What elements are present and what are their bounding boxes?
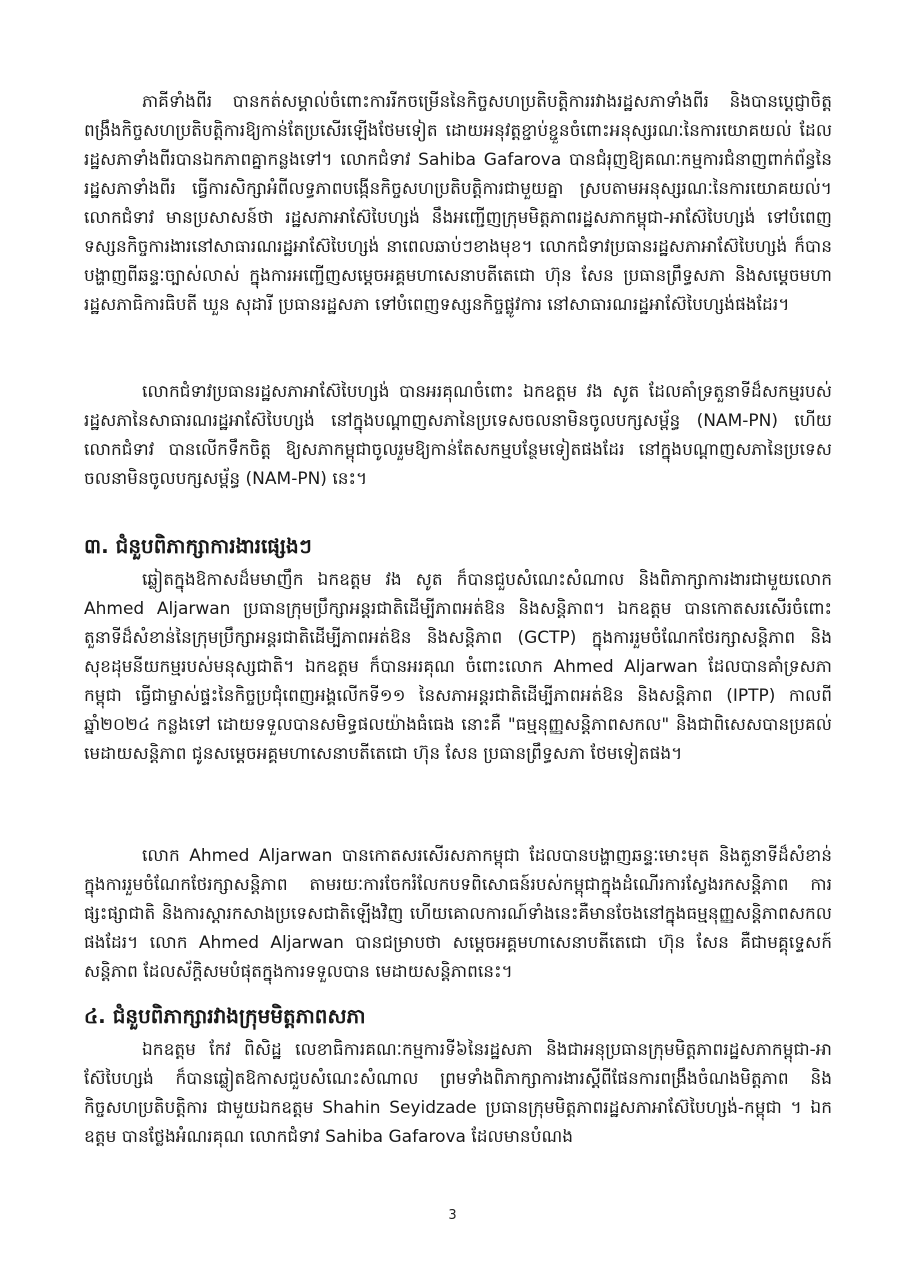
paragraph-parliament-cooperation: ភាគីទាំងពីរ បានកត់សម្គាល់ចំពោះការរីកចម្រើននៃកិច្ចសហប្រតិបត្តិការរវាងរដ្ឋសភាទាំងពីរ និងបានប្ដេជ្ញាចិត្តពង្រឹងកិច្ចសហប្រតិបត្តិការឱ្យកាន់តែប្រសើរឡើងថែមទៀត ដោយអនុវត្តខ្ជាប់ខ្ជួនចំពោះអនុស្សរណៈនៃការយោគយល់ ដែលរដ្ឋសភាទាំងពីរបានឯកភាពគ្នាកន្លងទៅ។ លោកជំទាវ Sahiba Gafarova បានជំរុញឱ្យគណៈកម្មការជំនាញពាក់ព័ន្ធនៃរដ្ឋសភាទាំងពីរ ធ្វើការសិក្សាអំពីលទ្ធភាពបង្កើនកិច្ចសហប្រតិបត្តិការជាមួយគ្នា ស្របតាមអនុស្សរណៈនៃការយោគយល់។ លោកជំទាវ មានប្រសាសន៍ថា រដ្ឋសភាអាស៊ែបៃហ្សង់ នឹងអញ្ជើញក្រុមមិត្តភាពរដ្ឋសភាកម្ពុជា-អាស៊ែបៃហ្សង់ ទៅបំពេញទស្សនកិច្ចការងារនៅសាធារណរដ្ឋអាស៊ែបៃហ្សង់ នាពេលឆាប់ៗខាងមុខ។ លោកជំទាវប្រធានរដ្ឋសភាអាស៊ែបៃហ្សង់ ក៏បានបង្ហាញពីឆន្ទៈច្បាស់លាស់ ក្នុងការអញ្ជើញសម្ដេចអគ្គមហាសេនាបតីតេជោ ហ៊ុន សែន ប្រធានព្រឹទ្ធសភា និងសម្ដេចមហារដ្ឋសភាធិការធិបតី ឃួន សុដារី ប្រធានរដ្ឋសភា ទៅបំពេញទស្សនកិច្ចផ្លូវការ នៅសាធារណរដ្ឋអាស៊ែបៃហ្សង់ផងដែរ។ xyxy=(84,92,832,315)
page-number: 3 xyxy=(448,1208,457,1223)
section-heading-other-meetings: ៣. ជំនួបពិភាក្សាការងារផ្សេងៗ xyxy=(84,534,312,558)
paragraph-nam-pn: លោកជំទាវប្រធានរដ្ឋសភាអាស៊ែបៃហ្សង់ បានអរគុណចំពោះ ឯកឧត្តម វង សូត ដែលគាំទ្រតួនាទីដ៏សកម្មរបស់រដ្ឋសភានៃសាធារណរដ្ឋអាស៊ែបៃហ្សង់ នៅក្នុងបណ្ដាញសភានៃប្រទេសចលនាមិនចូលបក្សសម្ព័ន្ធ (NAM-PN) ហើយលោកជំទាវ បានលើកទឹកចិត្ត ឱ្យសភាកម្ពុជាចូលរួមឱ្យកាន់តែសកម្មបន្ថែមទៀតផងដែរ នៅក្នុងបណ្ដាញសភានៃប្រទេសចលនាមិនចូលបក្សសម្ព័ន្ធ (NAM-PN) នេះ។ xyxy=(84,382,832,489)
paragraph-friendship-group-meeting: ឯកឧត្តម កែវ ពិសិដ្ឋ លេខាធិការគណៈកម្មការទី៦នៃរដ្ឋសភា និងជាអនុប្រធានក្រុមមិត្តភាពរដ្ឋសភាកម្ពុជា-អាស៊ែបៃហ្សង់ ក៏បានឆ្លៀតឱកាសជួបសំណេះសំណាល ព្រមទាំងពិភាក្សាការងារស្ដីពីផែនការពង្រឹងចំណងមិត្តភាព និងកិច្ចសហប្រតិបត្តិការ ជាមួយឯកឧត្តម Shahin Seyidzade ប្រធានក្រុមមិត្តភាពរដ្ឋសភាអាស៊ែបៃហ្សង់-កម្ពុជា ។ ឯកឧត្តម បានថ្លែងអំណរគុណ លោកជំទាវ Sahiba Gafarova ដែលមានបំណង xyxy=(84,1040,832,1147)
paragraph-ahmed-aljarwan: លោក Ahmed Aljarwan បានកោតសរសើរសភាកម្ពុជា ដែលបានបង្ហាញឆន្ទៈមោះមុត និងតួនាទីដ៏សំខាន់ ក្នុងការរួមចំណែកថែរក្សាសន្តិភាព តាមរយៈការចែករំលែកបទពិសោធន៍របស់កម្ពុជាក្នុងដំណើរការស្វែងរកសន្តិភាព ការផ្សះផ្សាជាតិ និងការស្ដារកសាងប្រទេសជាតិឡើងវិញ ហើយគោលការណ៍ទាំងនេះគឺមានចែងនៅក្នុងធម្មនុញ្ញសន្តិភាពសកលផងដែរ។ លោក Ahmed Aljarwan បានជម្រាបថា សម្ដេចអគ្គមហាសេនាបតីតេជោ ហ៊ុន សែន គឺជាមគ្គុទ្ទេសក៍សន្តិភាព ដែលស័ក្ដិសមបំផុតក្នុងការទទួលបាន មេដាយសន្តិភាពនេះ។ xyxy=(84,846,832,982)
paragraph-gctp-meeting: ឆ្លៀតក្នុងឱកាសដ៏មមាញឹក ឯកឧត្តម វង សូត ក៏បានជួបសំណេះសំណាល និងពិភាក្សាការងារជាមួយលោក Ahmed Aljarwan ប្រធានក្រុមប្រឹក្សាអន្តរជាតិដើម្បីភាពអត់ឱន និងសន្តិភាព។ ឯកឧត្តម បានកោតសរសើរចំពោះតួនាទីដ៏សំខាន់នៃក្រុមប្រឹក្សាអន្តរជាតិដើម្បីភាពអត់ឱន និងសន្តិភាព (GCTP) ក្នុងការរួមចំណែកថែរក្សាសន្តិភាព និងសុខដុមនីយកម្មរបស់មនុស្សជាតិ។ ឯកឧត្តម ក៏បានអរគុណ ចំពោះលោក Ahmed Aljarwan ដែលបានគាំទ្រសភាកម្ពុជា ធ្វើជាម្ចាស់ផ្ទះនៃកិច្ចប្រជុំពេញអង្គលើកទី១១ នៃសភាអន្តរជាតិដើម្បីភាពអត់ឱន និងសន្តិភាព (IPTP) កាលពីឆ្នាំ២០២៤ កន្លងទៅ ដោយទទួលបានសមិទ្ធផលយ៉ាងធំធេង នោះគឺ "ធម្មនុញ្ញសន្តិភាពសកល" និងជាពិសេសបានប្រគល់មេដាយសន្តិភាព ជូនសម្ដេចអគ្គមហាសេនាបតីតេជោ ហ៊ុន សែន ប្រធានព្រឹទ្ធសភា ថែមទៀតផង។ xyxy=(84,570,833,764)
section-heading-friendship-groups: ៤. ជំនួបពិភាក្សារវាងក្រុមមិត្តភាពសភា xyxy=(84,1004,366,1028)
